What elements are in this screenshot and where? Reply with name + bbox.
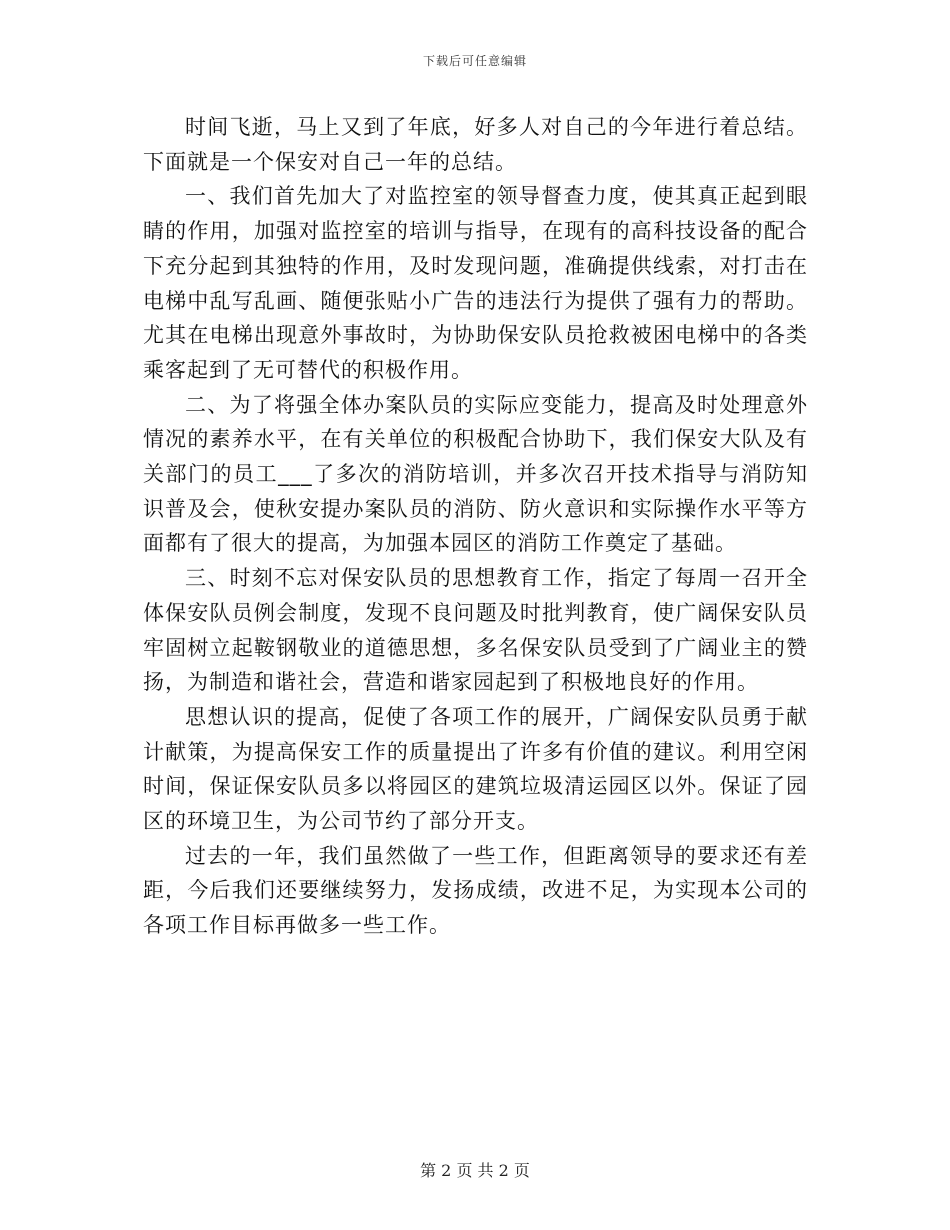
- paragraph-fire-training: 二、为了将强全体办案队员的实际应变能力，提高及时处理意外情况的素养水平，在有关单位的积极配合协助下，我们保安大队及有关部门的员工___了多次的消防培训，并多次召开技术指导与消防知识普及会，使秋安提办案队员的消防、防火意识和实际操作水平等方面都有了很大的提高，为加强本园区的消防工作奠定了基础。: [143, 392, 808, 556]
- paragraph-awareness: 思想认识的提高，促使了各项工作的展开，广阔保安队员勇于献计献策，为提高保安工作的质量提出了许多有价值的建议。利用空闲时间，保证保安队员多以将园区的建筑垃圾清运园区以外。保证了园区的环境卫生，为公司节约了部分开支。: [143, 704, 808, 834]
- paragraph-intro: 时间飞逝，马上又到了年底，好多人对自己的今年进行着总结。下面就是一个保安对自己一年的总结。: [143, 115, 808, 174]
- paragraph-conclusion: 过去的一年，我们虽然做了一些工作，但距离领导的要求还有差距，今后我们还要继续努力，发扬成绩，改进不足，为实现本公司的各项工作目标再做多一些工作。: [143, 843, 808, 938]
- document-body: [143, 110, 808, 943]
- page-footer: 第 2 页 共 2 页: [420, 1161, 530, 1180]
- paragraph-monitoring: 一、我们首先加大了对监控室的领导督查力度，使其真正起到眼睛的作用，加强对监控室的培训与指导，在现有的高科技设备的配合下充分起到其独特的作用，及时发现问题，准确提供线索，对打击在电梯中乱写乱画、随便张贴小广告的违法行为提供了强有力的帮助。尤其在电梯出现意外事故时，为协助保安队员抢救被困电梯中的各类乘客起到了无可替代的积极作用。: [143, 184, 808, 382]
- page-header: 下载后可任意编辑: [422, 54, 527, 68]
- paragraph-education: 三、时刻不忘对保安队员的思想教育工作，指定了每周一召开全体保安队员例会制度，发现不良问题及时批判教育，使广阔保安队员牢固树立起鞍钢敬业的道德思想，多名保安队员受到了广阔业主的赞扬，为制造和谐社会，营造和谐家园起到了积极地良好的作用。: [143, 566, 808, 695]
